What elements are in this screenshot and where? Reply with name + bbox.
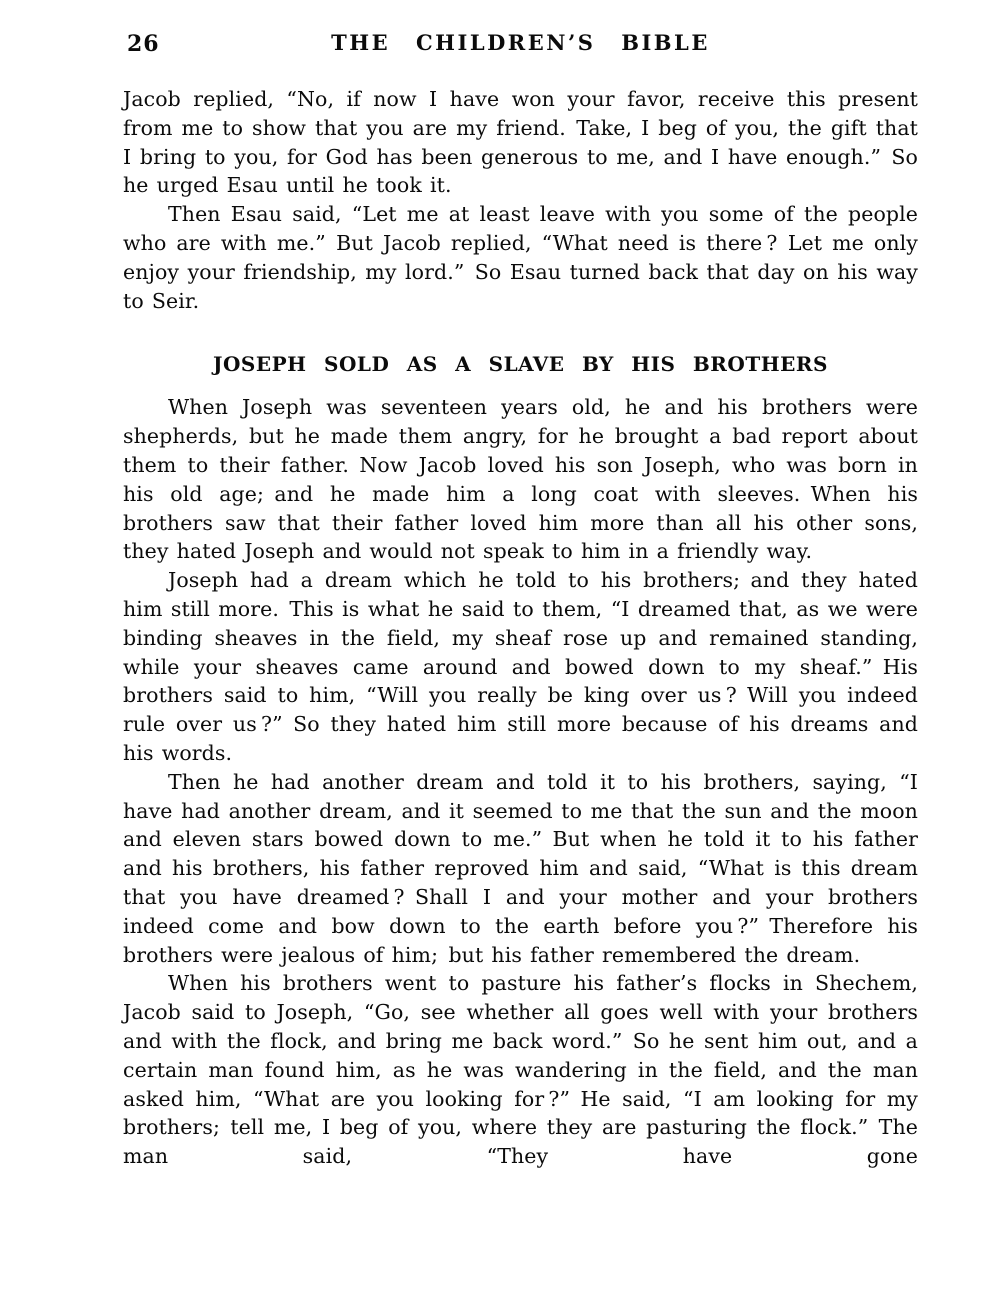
page-body	[123, 85, 918, 1171]
paragraph: Then Esau said, “Let me at least leave with you some of the people who are with me.” But Jacob replied, “What need is there ? Let me only enjoy your friendship, my lord.” So Esau turned back that day on his way to Seir.	[123, 202, 918, 313]
page-number: 26	[127, 31, 160, 57]
paragraph: Then he had another dream and told it to his brothers, saying, “I have had another dream, and it seemed to me that the sun and the moon and eleven stars bowed down to me.” But when he told it to his father and his brothers, his father reproved him and said, “What is this dream that you have dreamed ? Shall I and your mother and your brothers indeed come and bow down to the earth before you ?” Therefore his brothers were jealous of him; but his father remembered the dream.	[123, 769, 918, 967]
paragraph: When his brothers went to pasture his father’s flocks in Shechem, Jacob said to Joseph, “Go, see whether all goes well with your brothers and with the flock, and bring me back word.” So he sent him out, and a certain man found him, as he was wandering in the field, and the man asked him, “What are you looking for ?” He said, “I am looking for my brothers; tell me, I beg of you, where they are pasturing the flock.” The man said, “They have gone	[123, 971, 918, 1169]
paragraph: Jacob replied, “No, if now I have won your favor, receive this present from me to show that you are my friend. Take, I beg of you, the gift that I bring to you, for God has been generous to me, and I have enough.” So he urged Esau until he took it.	[123, 87, 918, 198]
page-header	[123, 30, 918, 60]
paragraph: When Joseph was seventeen years old, he and his brothers were shepherds, but he made them angry, for he brought a bad report about them to their father. Now Jacob loved his son Joseph, who was born in his old age; and he made him a long coat with sleeves. When his brothers saw that their father loved him more than all his other sons, they hated Joseph and would not speak to him in a friendly way.	[123, 395, 918, 564]
running-title: THE CHILDREN’S BIBLE	[331, 30, 710, 55]
section-heading: JOSEPH SOLD AS A SLAVE BY HIS BROTHERS	[213, 352, 828, 377]
paragraph: Joseph had a dream which he told to his brothers; and they hated him still more. This is what he said to them, “I dreamed that, as we were binding sheaves in the field, my sheaf rose up and remained standing, while your sheaves came around and bowed down to my sheaf.” His brothers said to him, “Will you really be king over us ? Will you indeed rule over us ?” So they hated him still more because of his dreams and his words.	[123, 568, 918, 765]
